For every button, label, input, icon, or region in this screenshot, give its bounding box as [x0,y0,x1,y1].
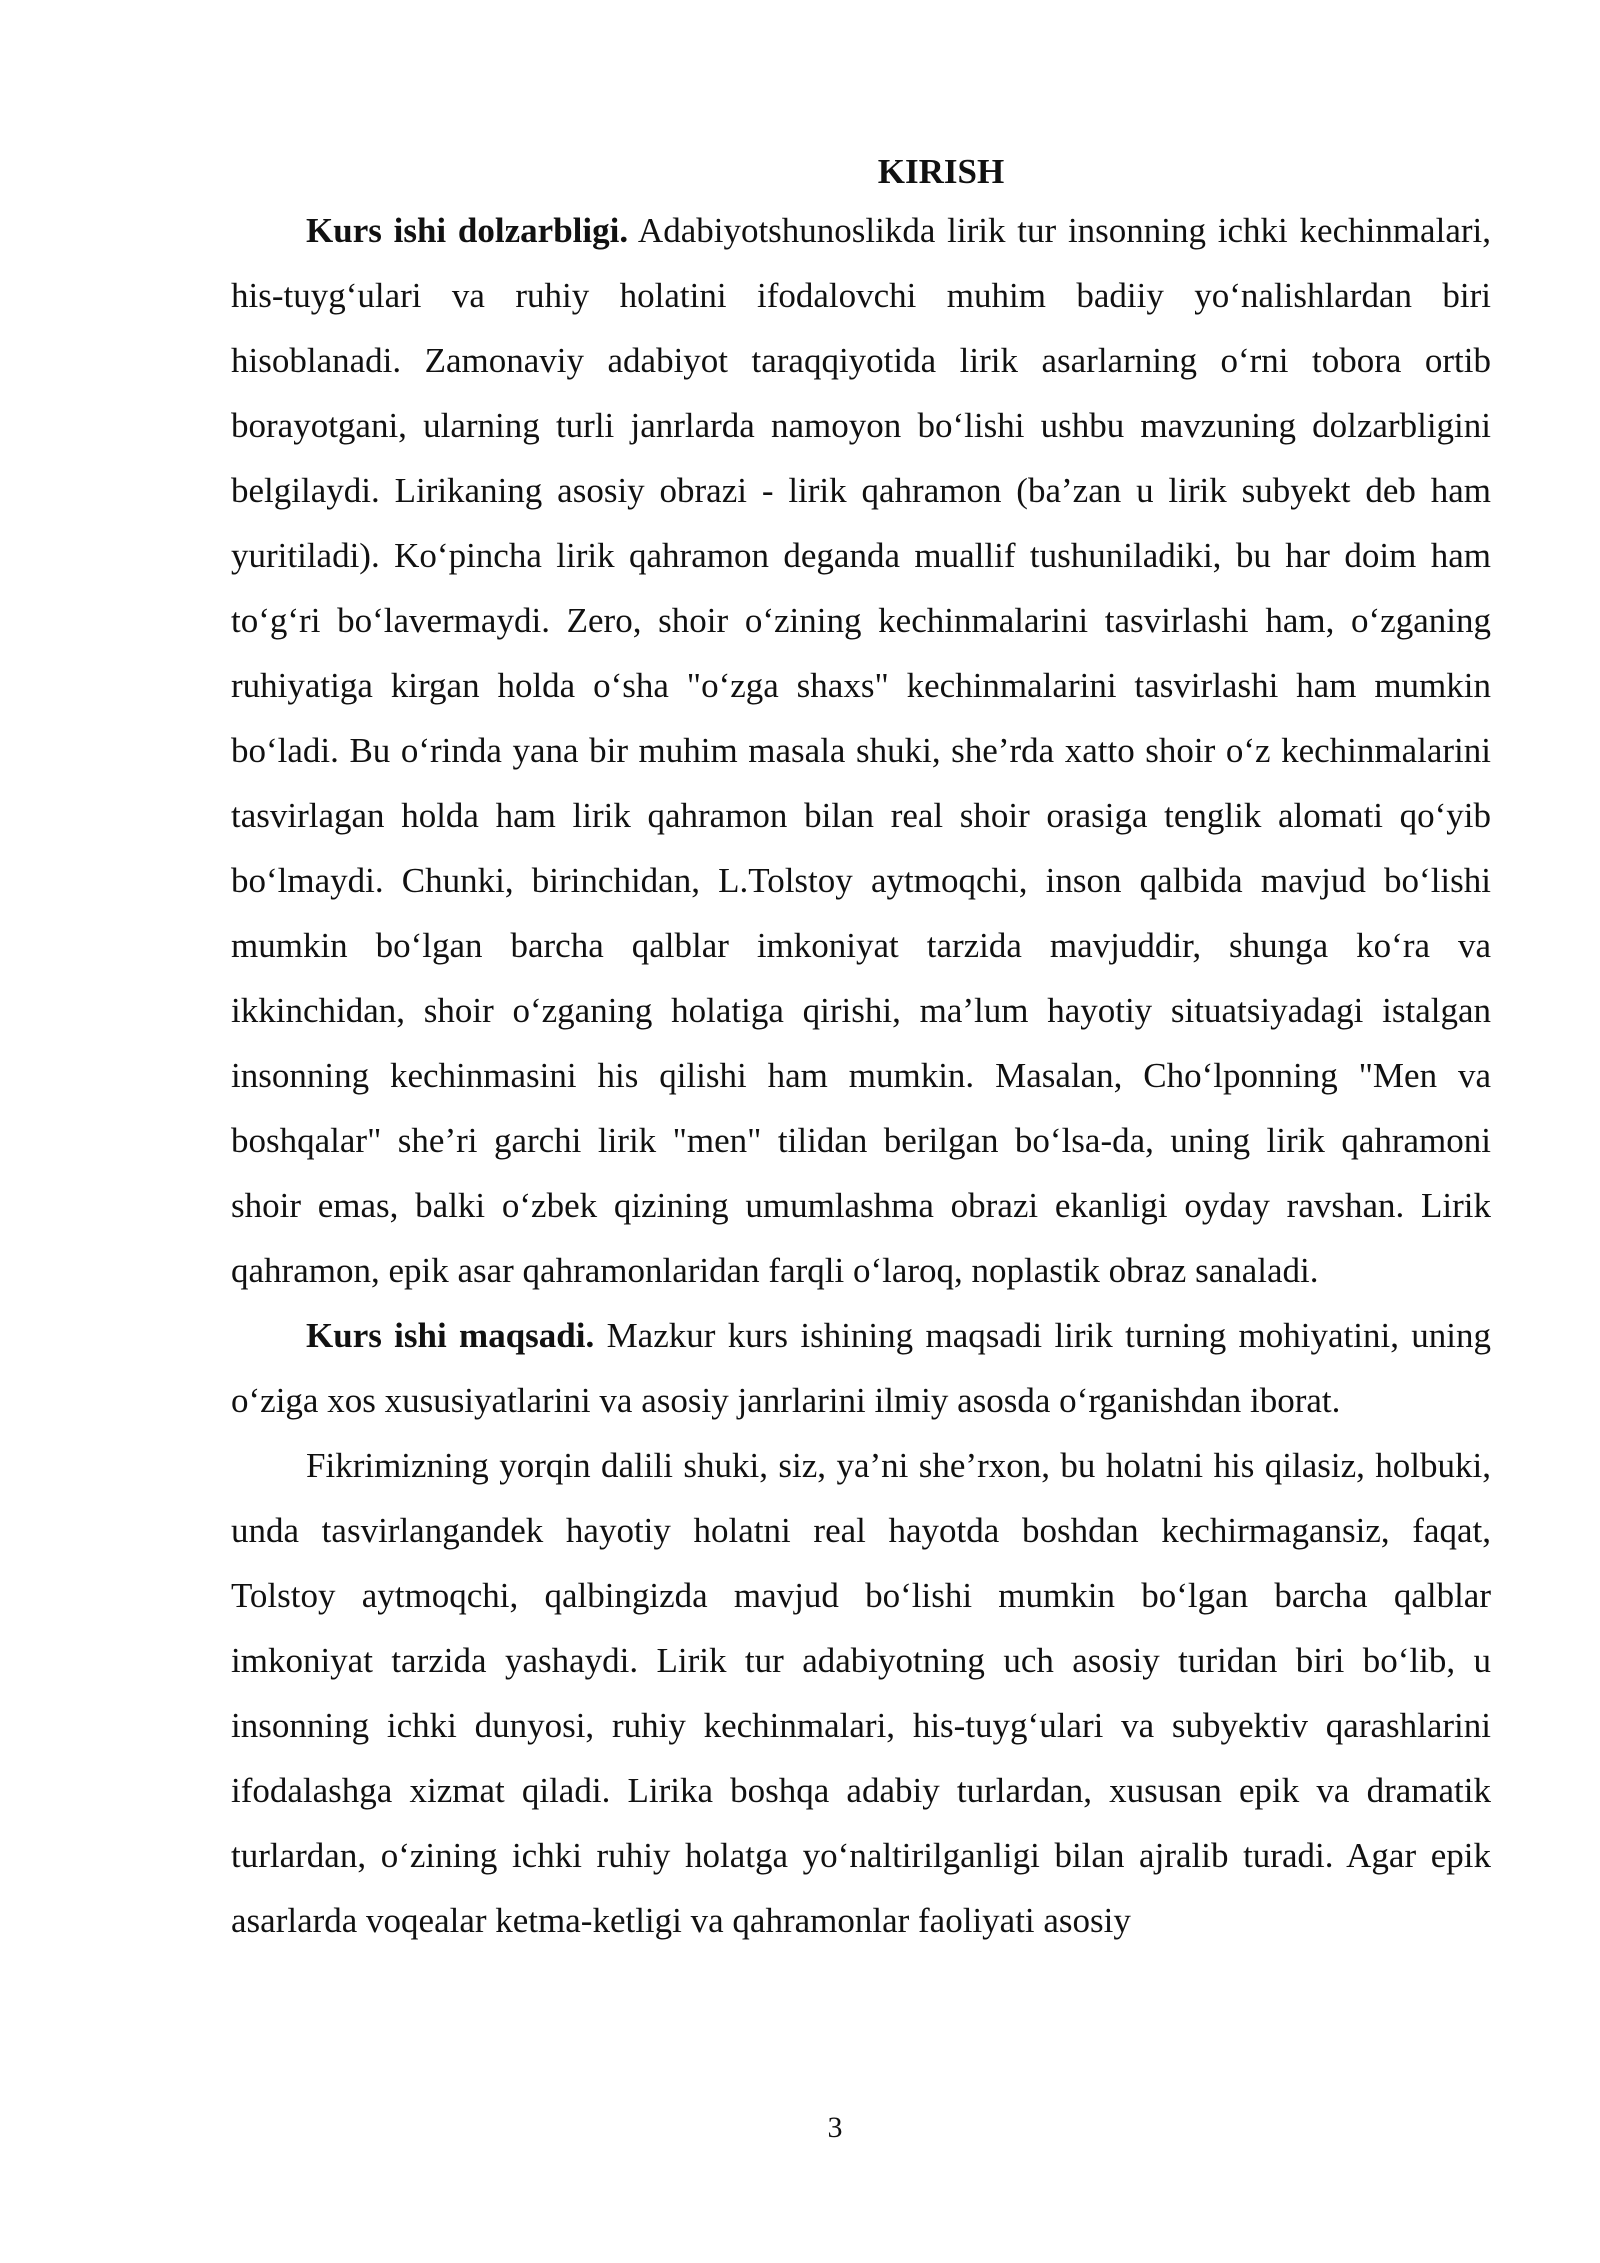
paragraph-text: Mazkur kurs ishining maqsadi lirik turning mohiyatini, uning o‘ziga xos xususiyatlarini va asosiy janrlarini ilmiy asosda o‘rganishdan iborat. [231,1316,1491,1420]
paragraph-text: Fikrimizning yorqin dalili shuki, siz, ya’ni she’rxon, bu holatni his qilasiz, holbuki, unda tasvirlangandek hayotiy holatni real hayotda boshdan kechirmagansiz, faqat, Tolstoy aytmoqchi, qalbingizda mavjud bo‘lishi mumkin bo‘lgan barcha qalblar imkoniyat tarzida yashaydi. Lirik tur adabiyotning uch asosiy turidan biri bo‘lib, u insonning ichki dunyosi, ruhiy kechinmalari, his-tuyg‘ulari va subyektiv qarashlarini ifodalashga xizmat qiladi. Lirika boshqa adabiy turlardan, xususan epik va dramatik turlardan, o‘zining ichki ruhiy holatga yo‘naltirilganligi bilan ajralib turadi. Agar epik asarlarda voqealar ketma-ketligi va qahramonlar faoliyati asosiy [231,1446,1491,1940]
paragraph-body [231,1433,1491,1953]
paragraph-lead: Kurs ishi dolzarbligi. [306,211,629,250]
paragraph-lead: Kurs ishi maqsadi. [306,1316,595,1355]
paragraph-purpose [231,1303,1491,1433]
paragraph-relevance [231,198,1491,1303]
paragraph-text: Adabiyotshunoslikda lirik tur insonning ichki kechinmalari, his-tuyg‘ulari va ruhiy holatini ifodalovchi muhim badiiy yo‘nalishlardan biri hisoblanadi. Zamonaviy adabiyot taraqqiyotida lirik asarlarning o‘rni tobora ortib borayotgani, ularning turli janrlarda namoyon bo‘lishi ushbu mavzuning dolzarbligini belgilaydi. Lirikaning asosiy obrazi - lirik qahramon (ba’zan u lirik subyekt deb ham yuritiladi). Ko‘pincha lirik qahramon deganda muallif tushuniladiki, bu har doim ham to‘g‘ri bo‘lavermaydi. Zero, shoir o‘zining kechinmalarini tasvirlashi ham, o‘zganing ruhiyatiga kirgan holda o‘sha "o‘zga shaxs" kechinmalarini tasvirlashi ham mumkin bo‘ladi. Bu o‘rinda yana bir muhim masala shuki, she’rda xatto shoir o‘z kechinmalarini tasvirlagan holda ham lirik qahramon bilan real shoir orasiga tenglik alomati qo‘yib bo‘lmaydi. Chunki, birinchidan, L.Tolstoy aytmoqchi, inson qalbida mavjud bo‘lishi mumkin bo‘lgan barcha qalblar imkoniyat tarzida mavjuddir, shunga ko‘ra va ikkinchidan, shoir o‘zganing holatiga qirishi, ma’lum hayotiy situatsiyadagi istalgan insonning kechinmasini his qilishi ham mumkin. Masalan, Cho‘lponning "Men va boshqalar" she’ri garchi lirik "men" tilidan berilgan bo‘lsa-da, uning lirik qahramoni shoir emas, balki o‘zbek qizining umumlashma obrazi ekanligi oyday ravshan. Lirik qahramon, epik asar qahramonlaridan farqli o‘laroq, noplastik obraz sanaladi. [231,211,1491,1290]
page-number: 3 [827,2111,843,2144]
document-page [231,150,1491,1953]
section-heading: KIRISH [877,152,1005,191]
